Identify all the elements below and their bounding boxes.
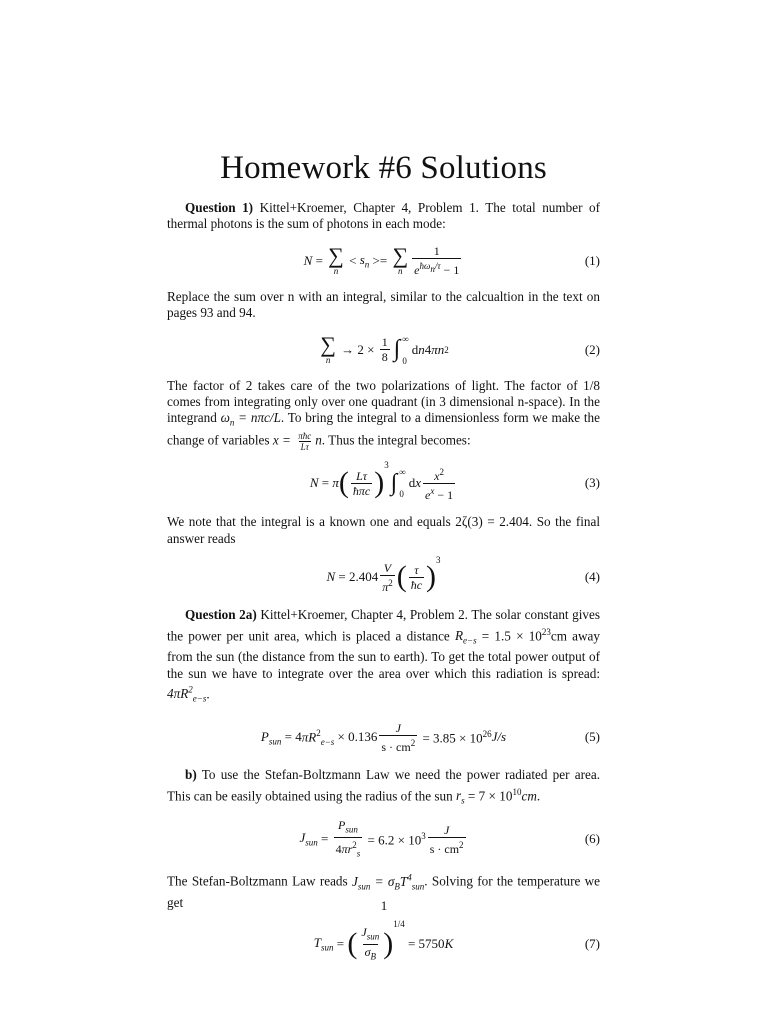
q2b-paragraph-2-part-a: The Stefan-Boltzmann Law reads: [167, 873, 352, 889]
equation-6: $J_{sun}$ = $\frac{P_{sun}}{4\pi r^2_s}$ = $6.2 \times 10^3$ $\frac{J}{s \cdot cm^2}$ (6): [299, 818, 600, 859]
equation-6-number: (6): [584, 831, 600, 847]
equation-5: $P_{sun}$ = 4 $\pi R^2_{e-s}$ × 0.136 $\frac{J}{s \cdot cm^2}$ = $3.85 \times 10^{26}$ J/s (5): [260, 720, 600, 754]
q2b-text-a: To use the Stefan-Boltzmann Law we need the power radiated per area. This can be easily obtained using the radius of the sun: [167, 767, 600, 804]
page-title: Homework #6 Solutions: [220, 150, 547, 186]
q2b-paragraph-2: The Stefan-Boltzmann Law reads $J_{sun} = \sigma_BT^4_{sun}$. Solving for the temperature we get: [167, 872, 601, 910]
equation-7: $T_{sun}$ = ( $\frac{J_{sun}}{\sigma_B}$ ) 1/4 = 5750 K (7): [313, 919, 600, 961]
q2b-paragraph: b) To use the Stefan-Boltzmann Law we need the power radiated per area. This can be easily obtained using the radius of the sun $r_s = 7 \times 10^{10}cm$.: [167, 767, 600, 806]
q2a-paragraph: Question 2a) Kittel+Kroemer, Chapter 4, Problem 2. The solar constant gives the power per unit area, which is placed a distance $R_{e-s} = 1.5 \times 10^{23}cm$ away from the sun (the distance from the sun to earth). To get the total power output of the sun we have to integrate over the area over which this radiation is spread: $4\pi R^2_{e-s}$.: [167, 607, 601, 704]
page-number: 1: [380, 898, 388, 913]
q1-label: Question 1): [185, 200, 254, 215]
equation-5-number: (5): [584, 729, 600, 745]
q1-paragraph-4: We note that the integral is a known one and equals 2ζ(3) = 2.404. So the final answer reads: [167, 514, 600, 546]
equation-7-number: (7): [584, 936, 600, 952]
q2a-text-a: Kittel+Kroemer, Chapter 4, Problem 2. The solar constant gives the power per unit area, which is placed a distance: [167, 607, 601, 644]
equation-1: N = ∑ n < $s_n$ >= ∑ n $\frac{1}{e^{ħ\omega_n/\tau} - 1}$ (1): [303, 243, 600, 278]
q1-intro-text: Kittel+Kroemer, Chapter 4, Problem 1. The total number of thermal photons is the sum of photons in each mode:: [167, 200, 600, 232]
equation-4-number: (4): [584, 569, 600, 585]
q2b-paragraph-2-part-b: . Solving for the temperature we get: [167, 873, 601, 910]
q1-paragraph-3: The factor of 2 takes care of the two polarizations of light. The factor of 1/8 comes from integrating only over one quadrant (in 3 dimensional n-space). In the integrand $\omega_n = n\pi c/L$. To bring the integral to a dimensionless form we make the change of variables x = $\frac{\text{πħc}}{L\tau}$ n. Thus the integral becomes:: [167, 377, 601, 453]
q2b-label: b): [185, 767, 197, 783]
q1-intro: [167, 200, 600, 233]
equation-2-number: (2): [584, 341, 600, 357]
q1-paragraph-3-part-a: The factor of 2 takes care of the two polarizations of light. The factor of 1/8 comes from integrating only over one quadrant (in 3 dimensional n-space). In the integrand: [167, 377, 600, 426]
q1-paragraph-3-part-b: . To bring the integral to a dimensionless form we make the change of variables: [167, 410, 601, 449]
equation-4: N = 2.404 $\frac{V}{\pi^2}$ ( $\frac{\tau}{ħc}$ ) $^3$ (4): [326, 555, 600, 594]
equation-3-number: (3): [584, 475, 600, 491]
equation-3: N = π ( $\frac{L\tau}{\text{ħπc}}$ ) $^3$ ∫ ∞ 0 d x $\frac{x^2}{e^x - 1}$ (3): [309, 460, 600, 502]
document-page: [167, 150, 600, 977]
equation-2: ∑ n → 2 × $\frac{1}{8}$ ∫ ∞ 0 d n 4 πn 2 (2): [320, 332, 600, 366]
q2a-text-b: cm away from the sun (the distance from the sun to earth). To get the total power output of the sun we have to integrate over the area over which this radiation is spread:: [167, 628, 601, 681]
equation-1-number: (1): [584, 252, 600, 268]
q1-paragraph-3-part-c: . Thus the integral becomes:: [321, 433, 471, 449]
q1-paragraph-2: Replace the sum over n with an integral, similar to the calcualtion in the text on pages 93 and 94.: [167, 288, 600, 321]
q2a-label: Question 2a): [185, 607, 257, 623]
